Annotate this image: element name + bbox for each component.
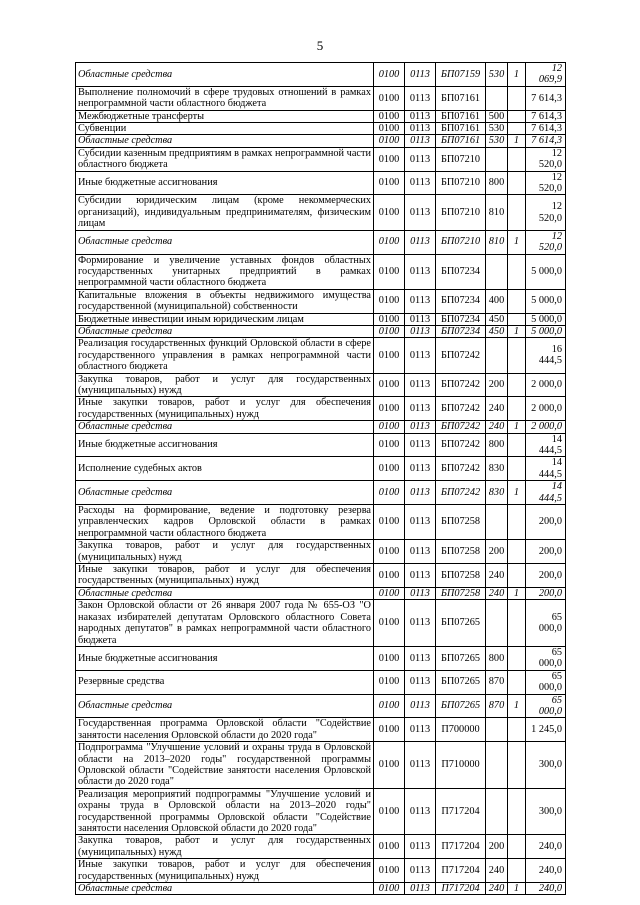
row-sum-cell: 12 520,0 (526, 195, 566, 230)
row-code-cell: БП07242 (436, 421, 486, 433)
row-code-cell: БП07265 (436, 646, 486, 670)
table-row (76, 600, 566, 647)
row-expense-type-cell: 450 (486, 325, 508, 337)
row-expense-type-cell (486, 742, 508, 789)
row-section-cell: 0100 (374, 481, 405, 505)
table-row (76, 718, 566, 742)
row-sum-cell: 2 000,0 (526, 421, 566, 433)
row-sum-cell: 5 000,0 (526, 325, 566, 337)
row-subsection-cell: 0113 (405, 788, 436, 835)
row-subsection-cell: 0113 (405, 742, 436, 789)
row-subsection-cell: 0113 (405, 171, 436, 195)
row-source-cell: 1 (508, 481, 526, 505)
row-name-cell: Иные бюджетные ассигнования (76, 646, 374, 670)
row-source-cell (508, 564, 526, 588)
row-name-cell: Выполнение полномочий в сфере трудовых отношений в рамках непрограммной части областного бюджета (76, 86, 374, 110)
row-section-cell: 0100 (374, 63, 405, 87)
row-section-cell: 0100 (374, 433, 405, 457)
row-name-cell: Бюджетные инвестиции иным юридическим лицам (76, 313, 374, 325)
table-row (76, 289, 566, 313)
row-sum-cell: 7 614,3 (526, 135, 566, 147)
row-section-cell: 0100 (374, 397, 405, 421)
row-expense-type-cell: 450 (486, 313, 508, 325)
row-subsection-cell: 0113 (405, 670, 436, 694)
row-subsection-cell: 0113 (405, 481, 436, 505)
row-code-cell: БП07161 (436, 123, 486, 135)
row-code-cell: БП07234 (436, 325, 486, 337)
row-name-cell: Реализация государственных функций Орловской области в сфере государственного управления в рамках непрограммной части областного бюджета (76, 338, 374, 373)
row-subsection-cell: 0113 (405, 564, 436, 588)
row-section-cell: 0100 (374, 123, 405, 135)
row-section-cell: 0100 (374, 670, 405, 694)
table-row (76, 110, 566, 122)
row-section-cell: 0100 (374, 694, 405, 718)
row-source-cell (508, 254, 526, 289)
row-expense-type-cell: 240 (486, 883, 508, 895)
table-row (76, 835, 566, 859)
row-subsection-cell: 0113 (405, 254, 436, 289)
row-sum-cell: 7 614,3 (526, 110, 566, 122)
row-source-cell (508, 195, 526, 230)
row-name-cell: Иные закупки товаров, работ и услуг для обеспечения государственных (муниципальных) нужд (76, 397, 374, 421)
table-row (76, 433, 566, 457)
row-sum-cell: 5 000,0 (526, 289, 566, 313)
row-subsection-cell: 0113 (405, 289, 436, 313)
table-row-subtotal (76, 325, 566, 337)
row-subsection-cell: 0113 (405, 373, 436, 397)
table-row (76, 788, 566, 835)
row-name-cell: Областные средства (76, 63, 374, 87)
row-source-cell (508, 505, 526, 540)
page-number: 5 (316, 38, 324, 53)
budget-table-body (76, 63, 566, 895)
row-name-cell: Расходы на формирование, ведение и подготовку резерва управленческих кадров Орловской области в рамках непрограммной части областного бюджета (76, 505, 374, 540)
row-source-cell (508, 788, 526, 835)
row-sum-cell: 12 069,9 (526, 63, 566, 87)
row-expense-type-cell: 200 (486, 373, 508, 397)
row-name-cell: Государственная программа Орловской области "Содействие занятости населения Орловской области до 2020 года" (76, 718, 374, 742)
row-section-cell: 0100 (374, 600, 405, 647)
row-name-cell: Областные средства (76, 694, 374, 718)
row-source-cell (508, 457, 526, 481)
row-expense-type-cell (486, 505, 508, 540)
row-section-cell: 0100 (374, 457, 405, 481)
row-source-cell: 1 (508, 63, 526, 87)
row-name-cell: Закупка товаров, работ и услуг для государственных (муниципальных) нужд (76, 540, 374, 564)
row-expense-type-cell: 800 (486, 646, 508, 670)
row-name-cell: Областные средства (76, 481, 374, 505)
row-sum-cell: 14 444,5 (526, 481, 566, 505)
row-sum-cell: 12 520,0 (526, 147, 566, 171)
row-subsection-cell: 0113 (405, 195, 436, 230)
row-code-cell: БП07161 (436, 135, 486, 147)
row-code-cell: БП07210 (436, 171, 486, 195)
row-section-cell: 0100 (374, 505, 405, 540)
row-source-cell: 1 (508, 421, 526, 433)
row-section-cell: 0100 (374, 564, 405, 588)
row-code-cell: БП07265 (436, 600, 486, 647)
row-name-cell: Субвенции (76, 123, 374, 135)
row-sum-cell: 14 444,5 (526, 457, 566, 481)
table-row-subtotal (76, 883, 566, 895)
row-name-cell: Исполнение судебных актов (76, 457, 374, 481)
row-source-cell: 1 (508, 883, 526, 895)
row-expense-type-cell (486, 718, 508, 742)
row-section-cell: 0100 (374, 646, 405, 670)
row-expense-type-cell: 530 (486, 63, 508, 87)
row-subsection-cell: 0113 (405, 86, 436, 110)
row-subsection-cell: 0113 (405, 646, 436, 670)
row-name-cell: Капитальные вложения в объекты недвижимого имущества государственной (муниципальной) собственности (76, 289, 374, 313)
row-expense-type-cell (486, 147, 508, 171)
row-sum-cell: 2 000,0 (526, 397, 566, 421)
row-section-cell: 0100 (374, 325, 405, 337)
table-row (76, 859, 566, 883)
row-source-cell (508, 86, 526, 110)
row-name-cell: Закупка товаров, работ и услуг для государственных (муниципальных) нужд (76, 835, 374, 859)
row-source-cell (508, 742, 526, 789)
table-row (76, 123, 566, 135)
row-code-cell: БП07210 (436, 147, 486, 171)
row-sum-cell: 300,0 (526, 742, 566, 789)
row-subsection-cell: 0113 (405, 718, 436, 742)
row-subsection-cell: 0113 (405, 397, 436, 421)
row-source-cell: 1 (508, 325, 526, 337)
row-source-cell (508, 313, 526, 325)
row-sum-cell: 12 520,0 (526, 230, 566, 254)
row-code-cell: П700000 (436, 718, 486, 742)
table-row (76, 195, 566, 230)
row-section-cell: 0100 (374, 110, 405, 122)
row-expense-type-cell: 830 (486, 457, 508, 481)
row-sum-cell: 7 614,3 (526, 123, 566, 135)
row-sum-cell: 2 000,0 (526, 373, 566, 397)
row-section-cell: 0100 (374, 540, 405, 564)
row-section-cell: 0100 (374, 883, 405, 895)
row-code-cell: БП07242 (436, 338, 486, 373)
row-section-cell: 0100 (374, 718, 405, 742)
row-expense-type-cell: 200 (486, 540, 508, 564)
row-name-cell: Формирование и увеличение уставных фондов областных государственных унитарных предприятий в рамках непрограммной части областного бюджета (76, 254, 374, 289)
row-source-cell (508, 171, 526, 195)
table-row-subtotal (76, 694, 566, 718)
row-code-cell: БП07265 (436, 694, 486, 718)
row-source-cell (508, 373, 526, 397)
row-expense-type-cell: 240 (486, 397, 508, 421)
row-sum-cell: 1 245,0 (526, 718, 566, 742)
row-source-cell (508, 859, 526, 883)
table-row (76, 147, 566, 171)
row-source-cell: 1 (508, 587, 526, 599)
row-section-cell: 0100 (374, 195, 405, 230)
row-subsection-cell: 0113 (405, 540, 436, 564)
row-code-cell: БП07242 (436, 373, 486, 397)
row-code-cell: БП07161 (436, 86, 486, 110)
table-row (76, 646, 566, 670)
row-source-cell (508, 147, 526, 171)
row-name-cell: Областные средства (76, 883, 374, 895)
row-section-cell: 0100 (374, 742, 405, 789)
row-subsection-cell: 0113 (405, 147, 436, 171)
row-code-cell: БП07159 (436, 63, 486, 87)
row-expense-type-cell: 240 (486, 587, 508, 599)
row-code-cell: БП07242 (436, 433, 486, 457)
row-source-cell: 1 (508, 694, 526, 718)
row-subsection-cell: 0113 (405, 505, 436, 540)
row-code-cell: БП07234 (436, 254, 486, 289)
row-subsection-cell: 0113 (405, 859, 436, 883)
row-source-cell (508, 540, 526, 564)
row-name-cell: Субсидии казенным предприятиям в рамках непрограммной части областного бюджета (76, 147, 374, 171)
row-expense-type-cell (486, 600, 508, 647)
row-code-cell: БП07265 (436, 670, 486, 694)
table-row (76, 171, 566, 195)
row-source-cell: 1 (508, 230, 526, 254)
row-subsection-cell: 0113 (405, 325, 436, 337)
row-subsection-cell: 0113 (405, 835, 436, 859)
row-sum-cell: 240,0 (526, 883, 566, 895)
row-source-cell (508, 110, 526, 122)
row-sum-cell: 7 614,3 (526, 86, 566, 110)
row-code-cell: П710000 (436, 742, 486, 789)
row-expense-type-cell: 240 (486, 564, 508, 588)
row-sum-cell: 5 000,0 (526, 313, 566, 325)
row-code-cell: БП07258 (436, 540, 486, 564)
row-source-cell (508, 338, 526, 373)
row-name-cell: Иные закупки товаров, работ и услуг для обеспечения государственных (муниципальных) нужд (76, 564, 374, 588)
table-row (76, 86, 566, 110)
row-subsection-cell: 0113 (405, 338, 436, 373)
row-section-cell: 0100 (374, 835, 405, 859)
row-section-cell: 0100 (374, 338, 405, 373)
row-source-cell (508, 670, 526, 694)
row-code-cell: БП07234 (436, 313, 486, 325)
row-source-cell (508, 835, 526, 859)
row-expense-type-cell: 800 (486, 171, 508, 195)
row-section-cell: 0100 (374, 421, 405, 433)
row-sum-cell: 240,0 (526, 859, 566, 883)
row-section-cell: 0100 (374, 135, 405, 147)
table-row-subtotal (76, 63, 566, 87)
row-name-cell: Закон Орловской области от 26 января 2007 года № 655-ОЗ "О наказах избирателей депутатам Орловского областного Совета народных депутатов" в рамках непрограммной части областного бюджета (76, 600, 374, 647)
table-row-subtotal (76, 587, 566, 599)
row-code-cell: БП07258 (436, 505, 486, 540)
table-row (76, 540, 566, 564)
table-row (76, 338, 566, 373)
row-section-cell: 0100 (374, 230, 405, 254)
row-code-cell: П717204 (436, 883, 486, 895)
row-section-cell: 0100 (374, 788, 405, 835)
budget-table (75, 62, 566, 895)
row-expense-type-cell: 870 (486, 694, 508, 718)
row-source-cell (508, 600, 526, 647)
row-section-cell: 0100 (374, 373, 405, 397)
row-sum-cell: 65 000,0 (526, 600, 566, 647)
row-code-cell: П717204 (436, 788, 486, 835)
row-subsection-cell: 0113 (405, 230, 436, 254)
row-sum-cell: 5 000,0 (526, 254, 566, 289)
table-row-subtotal (76, 481, 566, 505)
row-expense-type-cell (486, 788, 508, 835)
row-source-cell (508, 646, 526, 670)
row-name-cell: Межбюджетные трансферты (76, 110, 374, 122)
table-row (76, 457, 566, 481)
row-sum-cell: 200,0 (526, 564, 566, 588)
row-section-cell: 0100 (374, 859, 405, 883)
table-row-subtotal (76, 230, 566, 254)
row-name-cell: Иные закупки товаров, работ и услуг для обеспечения государственных (муниципальных) нужд (76, 859, 374, 883)
row-sum-cell: 65 000,0 (526, 670, 566, 694)
table-row (76, 670, 566, 694)
row-section-cell: 0100 (374, 587, 405, 599)
table-row (76, 564, 566, 588)
row-sum-cell: 300,0 (526, 788, 566, 835)
row-subsection-cell: 0113 (405, 457, 436, 481)
row-sum-cell: 14 444,5 (526, 433, 566, 457)
row-expense-type-cell: 400 (486, 289, 508, 313)
row-name-cell: Закупка товаров, работ и услуг для государственных (муниципальных) нужд (76, 373, 374, 397)
row-subsection-cell: 0113 (405, 883, 436, 895)
row-name-cell: Иные бюджетные ассигнования (76, 171, 374, 195)
row-code-cell: П717204 (436, 859, 486, 883)
row-section-cell: 0100 (374, 254, 405, 289)
row-code-cell: БП07258 (436, 587, 486, 599)
row-expense-type-cell: 530 (486, 135, 508, 147)
row-code-cell: БП07242 (436, 457, 486, 481)
row-code-cell: БП07242 (436, 397, 486, 421)
row-expense-type-cell: 240 (486, 859, 508, 883)
row-code-cell: П717204 (436, 835, 486, 859)
row-subsection-cell: 0113 (405, 433, 436, 457)
table-row-subtotal (76, 135, 566, 147)
row-name-cell: Иные бюджетные ассигнования (76, 433, 374, 457)
row-sum-cell: 200,0 (526, 540, 566, 564)
row-section-cell: 0100 (374, 147, 405, 171)
row-expense-type-cell (486, 254, 508, 289)
table-row (76, 313, 566, 325)
row-subsection-cell: 0113 (405, 313, 436, 325)
table-row (76, 373, 566, 397)
row-source-cell (508, 433, 526, 457)
row-name-cell: Подпрограмма "Улучшение условий и охраны труда в Орловской области на 2013–2020 годы" государственной программы Орловской области "Содействие занятости населения Орловской области до 2020 года" (76, 742, 374, 789)
row-code-cell: БП07210 (436, 195, 486, 230)
row-expense-type-cell: 500 (486, 110, 508, 122)
row-subsection-cell: 0113 (405, 421, 436, 433)
row-code-cell: БП07258 (436, 564, 486, 588)
row-expense-type-cell: 530 (486, 123, 508, 135)
row-section-cell: 0100 (374, 171, 405, 195)
row-source-cell (508, 397, 526, 421)
row-expense-type-cell: 810 (486, 195, 508, 230)
row-sum-cell: 200,0 (526, 505, 566, 540)
row-name-cell: Областные средства (76, 421, 374, 433)
row-name-cell: Областные средства (76, 230, 374, 254)
row-sum-cell: 65 000,0 (526, 694, 566, 718)
row-source-cell (508, 123, 526, 135)
row-section-cell: 0100 (374, 313, 405, 325)
table-row (76, 505, 566, 540)
row-subsection-cell: 0113 (405, 600, 436, 647)
row-code-cell: БП07242 (436, 481, 486, 505)
row-code-cell: БП07210 (436, 230, 486, 254)
row-expense-type-cell: 800 (486, 433, 508, 457)
row-name-cell: Реализация мероприятий подпрограммы "Улучшение условий и охраны труда в Орловской области на 2013–2020 годы" государственной программы Орловской области "Содействие занятости населения Орловской области до 2020 года" (76, 788, 374, 835)
row-expense-type-cell: 830 (486, 481, 508, 505)
row-name-cell: Областные средства (76, 325, 374, 337)
row-sum-cell: 16 444,5 (526, 338, 566, 373)
row-source-cell (508, 718, 526, 742)
row-sum-cell: 200,0 (526, 587, 566, 599)
row-sum-cell: 12 520,0 (526, 171, 566, 195)
row-expense-type-cell: 810 (486, 230, 508, 254)
row-sum-cell: 240,0 (526, 835, 566, 859)
row-subsection-cell: 0113 (405, 135, 436, 147)
row-subsection-cell: 0113 (405, 110, 436, 122)
row-subsection-cell: 0113 (405, 587, 436, 599)
row-subsection-cell: 0113 (405, 694, 436, 718)
row-source-cell: 1 (508, 135, 526, 147)
row-section-cell: 0100 (374, 86, 405, 110)
table-row (76, 397, 566, 421)
row-section-cell: 0100 (374, 289, 405, 313)
row-subsection-cell: 0113 (405, 123, 436, 135)
row-name-cell: Областные средства (76, 135, 374, 147)
row-expense-type-cell: 870 (486, 670, 508, 694)
row-name-cell: Резервные средства (76, 670, 374, 694)
row-name-cell: Субсидии юридическим лицам (кроме некоммерческих организаций), индивидуальным предпринимателям, физическим лицам (76, 195, 374, 230)
table-row (76, 254, 566, 289)
row-code-cell: БП07161 (436, 110, 486, 122)
table-row-subtotal (76, 421, 566, 433)
row-source-cell (508, 289, 526, 313)
row-expense-type-cell (486, 86, 508, 110)
row-expense-type-cell: 200 (486, 835, 508, 859)
row-sum-cell: 65 000,0 (526, 646, 566, 670)
row-code-cell: БП07234 (436, 289, 486, 313)
row-name-cell: Областные средства (76, 587, 374, 599)
row-expense-type-cell: 240 (486, 421, 508, 433)
table-row (76, 742, 566, 789)
row-subsection-cell: 0113 (405, 63, 436, 87)
row-expense-type-cell (486, 338, 508, 373)
